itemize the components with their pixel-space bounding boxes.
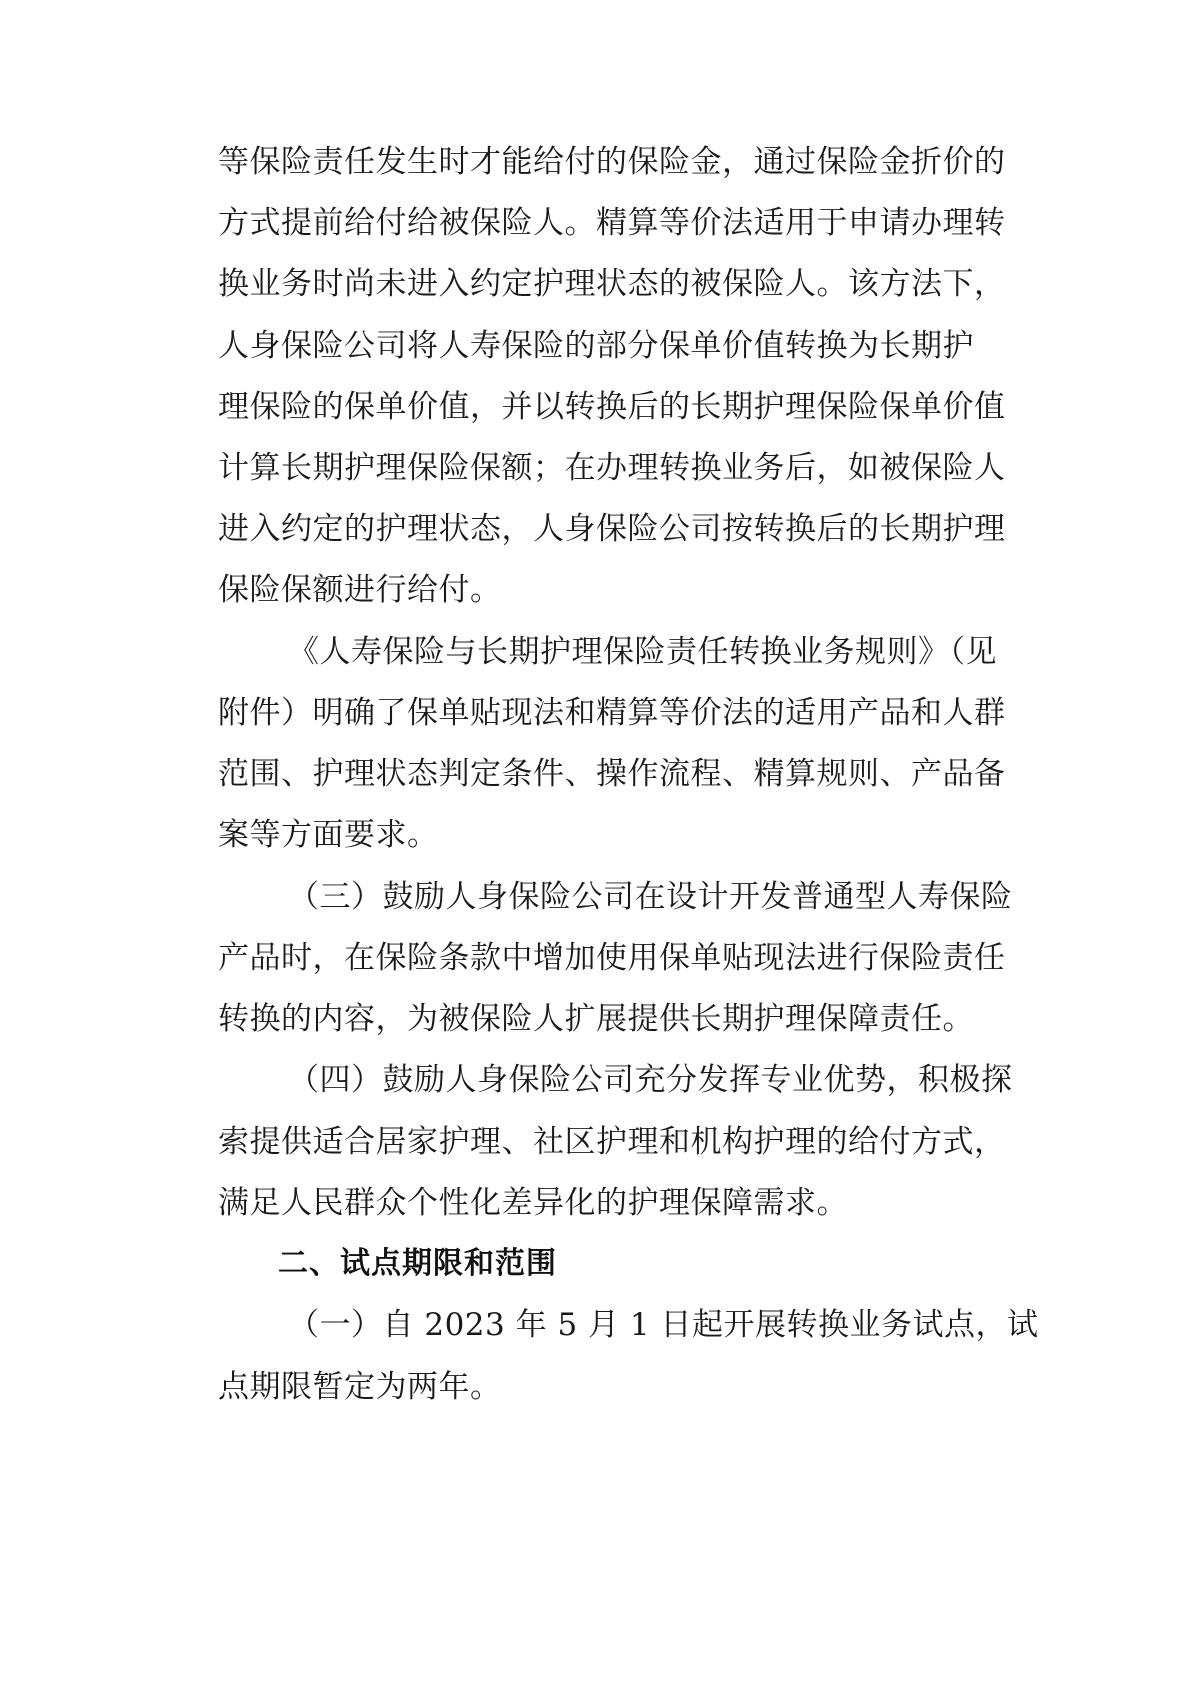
- paragraph-line: 附件）明确了保单贴现法和精算等价法的适用产品和人群: [218, 695, 1006, 731]
- paragraph-line: 等保险责任发生时才能给付的保险金，通过保险金折价的: [218, 144, 1006, 180]
- paragraph-line: 换业务时尚未进入约定护理状态的被保险人。该方法下，: [218, 266, 1006, 302]
- paragraph-line: 范围、护理状态判定条件、操作流程、精算规则、产品备: [218, 756, 1006, 792]
- paragraph-line: （一）自 2023 年 5 月 1 日起开展转换业务试点，试: [288, 1307, 1039, 1343]
- paragraph-line: 方式提前给付给被保险人。精算等价法适用于申请办理转: [218, 205, 1006, 241]
- paragraph-line: 案等方面要求。: [218, 817, 439, 853]
- paragraph-line: 满足人民群众个性化差异化的护理保障需求。: [218, 1185, 848, 1221]
- paragraph-line: （三）鼓励人身保险公司在设计开发普通型人寿保险: [288, 879, 1013, 915]
- paragraph-line: 计算长期护理保险保额；在办理转换业务后，如被保险人: [218, 450, 1006, 486]
- paragraph-line: 理保险的保单价值，并以转换后的长期护理保险保单价值: [218, 389, 1006, 425]
- paragraph-line: 产品时，在保险条款中增加使用保单贴现法进行保险责任: [218, 940, 1006, 976]
- section-heading: 二、试点期限和范围: [278, 1246, 557, 1281]
- paragraph-line: 《人寿保险与长期护理保险责任转换业务规则》（见: [288, 634, 997, 670]
- paragraph-line: 人身保险公司将人寿保险的部分保单价值转换为长期护: [218, 328, 974, 364]
- paragraph-line: 进入约定的护理状态，人身保险公司按转换后的长期护理: [218, 511, 1006, 547]
- paragraph-line: 点期限暂定为两年。: [218, 1369, 502, 1405]
- paragraph-line: 保险保额进行给付。: [218, 572, 502, 608]
- paragraph-line: 转换的内容，为被保险人扩展提供长期护理保障责任。: [218, 1001, 974, 1037]
- paragraph-line: 索提供适合居家护理、社区护理和机构护理的给付方式，: [218, 1124, 1006, 1160]
- paragraph-line: （四）鼓励人身保险公司充分发挥专业优势，积极探: [288, 1062, 1013, 1098]
